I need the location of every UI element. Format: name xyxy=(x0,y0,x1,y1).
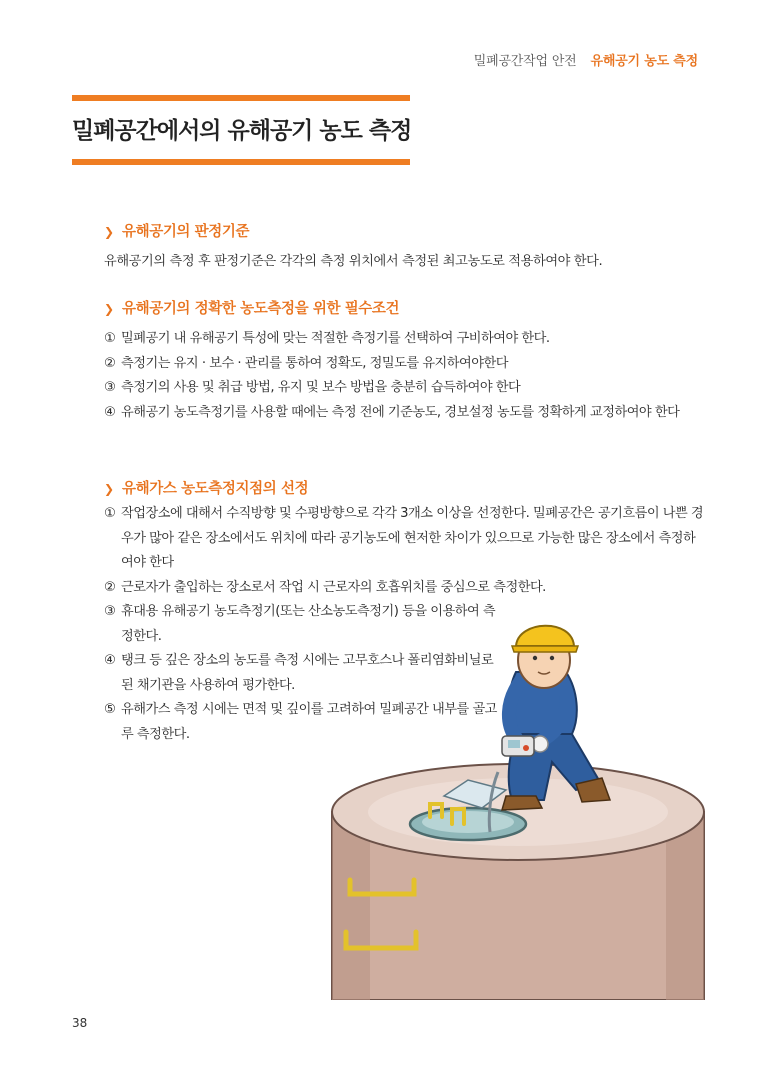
section-heading-judgement xyxy=(104,220,249,241)
hard-hat xyxy=(516,626,574,646)
item-text: 휴대용 유해공기 농도측정기(또는 산소농도측정기) 등을 이용하여 측정한다. xyxy=(121,604,496,644)
page-title: 밀폐공간에서의 유해공기 농도 측정 xyxy=(72,118,412,144)
item-number: ① xyxy=(104,506,116,521)
header-section-label: 밀폐공간작업 안전 xyxy=(473,54,577,69)
item-number: ④ xyxy=(104,653,116,668)
item-text: 측정기의 사용 및 취급 방법, 유지 및 보수 방법을 충분히 습득하여야 한다 xyxy=(121,380,521,395)
item-text: 탱크 등 깊은 장소의 농도를 측정 시에는 고무호스나 폴리염화비닐로 된 채기관을 사용하여 평가한다. xyxy=(121,653,494,693)
section-paragraph: 유해공기의 측정 후 판정기준은 각각의 측정 위치에서 측정된 최고농도로 적용하여야 한다. xyxy=(104,254,603,269)
section-heading-text: 유해가스 농도측정지점의 선정 xyxy=(122,481,309,497)
title-rule-top xyxy=(72,95,410,101)
chevron-right-icon: ❯ xyxy=(104,482,114,496)
running-header xyxy=(474,50,698,69)
worker-on-tank-illustration xyxy=(330,612,710,1000)
section-heading-requirements xyxy=(104,297,399,318)
item-text: 근로자가 출입하는 장소로서 작업 시 근로자의 호흡위치를 중심으로 측정한다. xyxy=(121,579,546,595)
list-item xyxy=(104,502,704,576)
item-number: ④ xyxy=(104,404,116,420)
chevron-right-icon: ❯ xyxy=(104,302,114,316)
item-text: 작업장소에 대해서 수직방향 및 수평방향으로 각각 3개소 이상을 선정한다. 밀폐공간은 공기흐름이 나쁜 경우가 많아 같은 장소에서도 위치에 따라 공기농도에 현저한 차이가 있으므로 가능한 많은 장소에서 측정하여야 한다 xyxy=(121,506,704,570)
page-number: 38 xyxy=(72,1016,88,1030)
section-heading-text: 유해공기의 정확한 농도측정을 위한 필수조건 xyxy=(122,301,400,317)
list-item xyxy=(104,376,704,401)
list-item xyxy=(104,352,704,377)
item-number: ① xyxy=(104,331,116,346)
item-number: ③ xyxy=(104,380,116,395)
list-item xyxy=(104,327,704,352)
section-heading-text: 유해공기의 판정기준 xyxy=(122,224,250,240)
header-current-topic: 유해공기 농도 측정 xyxy=(590,54,698,69)
item-text: 밀폐공기 내 유해공기 특성에 맞는 적절한 측정기를 선택하여 구비하여야 한다. xyxy=(121,331,550,346)
section-heading-measurement-points xyxy=(104,477,308,498)
item-number: ② xyxy=(104,355,116,371)
item-text: 유해공기 농도측정기를 사용할 때에는 측정 전에 기준농도, 경보설정 농도를 정확하게 교정하여야 한다 xyxy=(121,404,680,420)
item-text: 유해가스 측정 시에는 면적 및 깊이를 고려하여 밀폐공간 내부를 골고루 측정한다. xyxy=(121,702,497,742)
item-text: 측정기는 유지 · 보수 · 관리를 통하여 정확도, 정밀도를 유지하여야한다 xyxy=(121,355,508,371)
requirements-list xyxy=(104,327,704,425)
list-item xyxy=(104,576,704,601)
title-rule-bottom xyxy=(72,159,410,165)
item-number: ⑤ xyxy=(104,702,116,717)
list-item xyxy=(104,401,704,426)
measurement-points-list xyxy=(104,502,704,600)
item-number: ③ xyxy=(104,604,116,619)
item-number: ② xyxy=(104,579,116,595)
chevron-right-icon: ❯ xyxy=(104,225,114,239)
